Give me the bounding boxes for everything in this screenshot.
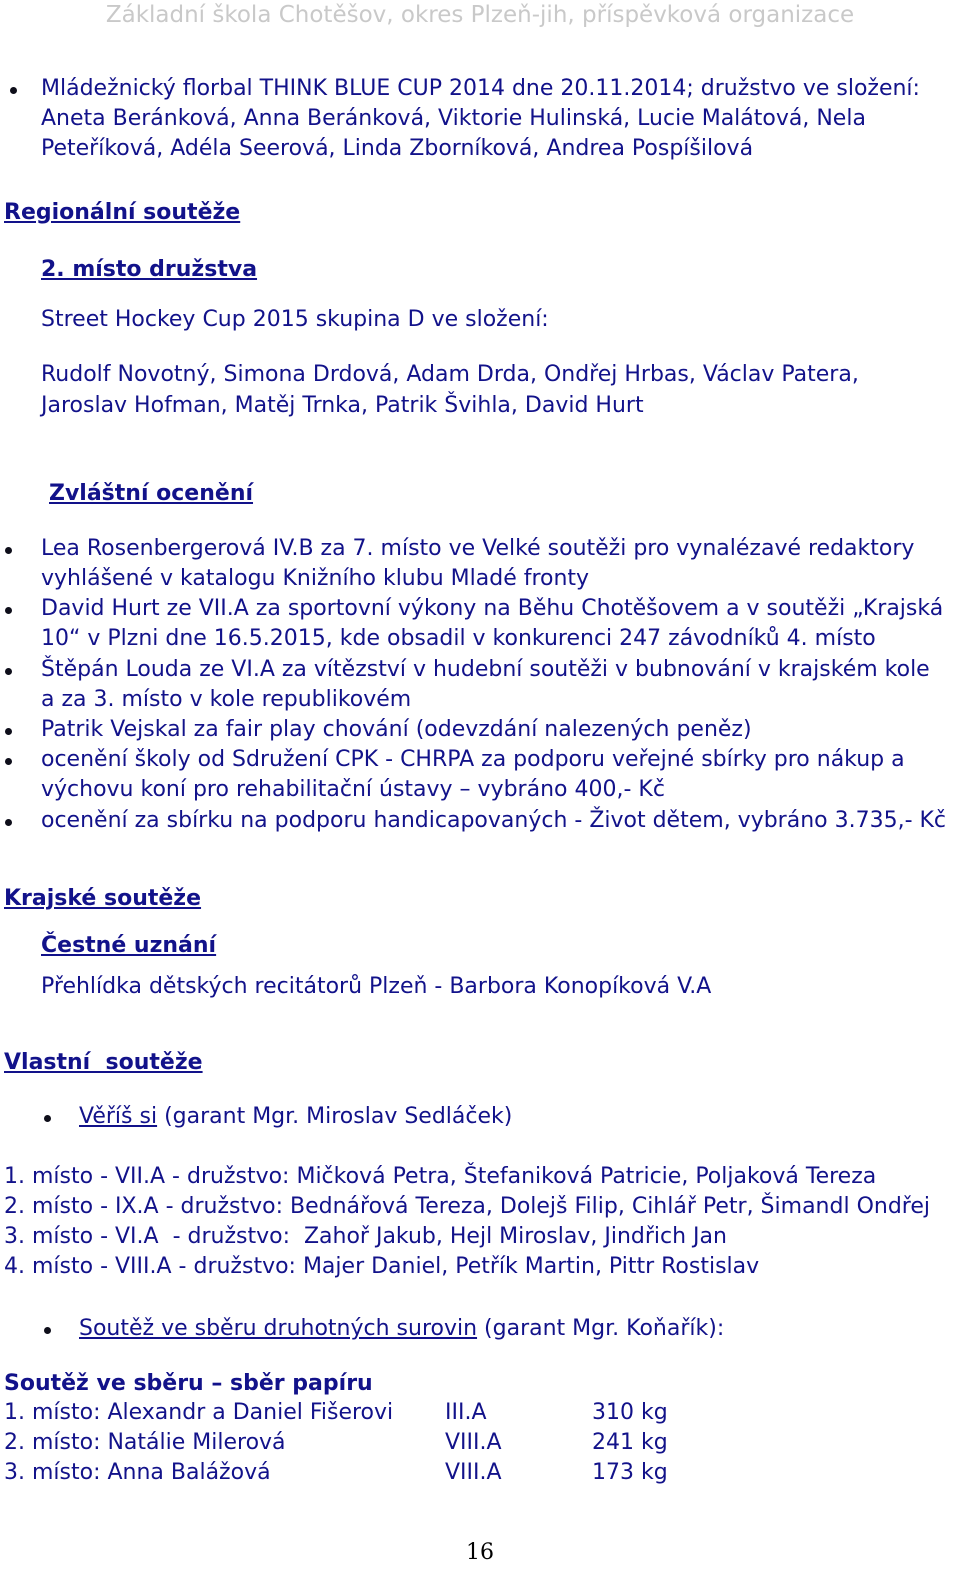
paper-row-2-class: VIII.A [445, 1430, 502, 1455]
paper-row-1-class: III.A [445, 1400, 487, 1425]
own-bullet-1 [79, 1102, 512, 1132]
bullet-icon [44, 1115, 51, 1122]
intro-line-1: Mládežnický florbal THINK BLUE CUP 2014 dne 20.11.2014; družstvo ve složení: [41, 76, 920, 101]
special-item-2-line-1: David Hurt ze VII.A za sportovní výkony na Běhu Chotěšovem a v soutěži „Krajská [41, 596, 944, 621]
paper-row-1-amount: 310 kg [592, 1400, 668, 1425]
competition-link-veris-si[interactable]: Věříš si [79, 1104, 158, 1129]
section-heading-county: Krajské soutěže [4, 886, 202, 911]
section-heading-own: Vlastní soutěže [4, 1050, 203, 1075]
special-item-3-line-1: Štěpán Louda ze VI.A za vítězství v hudební soutěži v bubnování v krajském kole [41, 657, 930, 682]
special-item-6-line-1: ocenění za sbírku na podporu handicapovaných - Život dětem, vybráno 3.735,- Kč [41, 808, 947, 833]
special-item-4-line-1: Patrik Vejskal za fair play chování (odevzdání nalezených peněz) [41, 717, 752, 742]
section-heading-regional: Regionální soutěže [4, 200, 241, 225]
competition-link-recycling[interactable]: Soutěž ve sběru druhotných surovin [79, 1316, 478, 1341]
regional-line-3: Jaroslav Hofman, Matěj Trnka, Patrik Švihla, David Hurt [41, 393, 644, 418]
special-item-5-line-2: výchovu koní pro rehabilitační ústavy – vybráno 400,- Kč [41, 777, 665, 802]
result-row-2: 2. místo - IX.A - družstvo: Bednářová Tereza, Dolejš Filip, Cihlář Petr, Šimandl Ondřej [4, 1194, 930, 1219]
special-item-1-line-1: Lea Rosenbergerová IV.B za 7. místo ve Velké soutěži pro vynalézavé redaktory [41, 536, 915, 561]
paper-row-2-place: 2. místo: Natálie Milerová [4, 1430, 286, 1455]
page-number: 16 [466, 1540, 494, 1565]
competition-guarantor-1: (garant Mgr. Miroslav Sedláček) [157, 1104, 513, 1129]
regional-line-1: Street Hockey Cup 2015 skupina D ve složení: [41, 307, 549, 332]
subheading-honorable-mention: Čestné uznání [41, 933, 217, 958]
bullet-icon [5, 728, 12, 735]
intro-line-2: Aneta Beránková, Anna Beránková, Viktorie Hulinská, Lucie Malátová, Nela [41, 106, 866, 131]
paper-heading: Soutěž ve sběru – sběr papíru [4, 1371, 373, 1396]
bullet-icon [44, 1327, 51, 1334]
subheading-second-place: 2. místo družstva [41, 257, 258, 282]
special-item-2-line-2: 10“ v Plzni dne 16.5.2015, kde obsadil v konkurenci 247 závodníků 4. místo [41, 626, 876, 651]
special-item-5-line-1: ocenění školy od Sdružení CPK - CHRPA za podporu veřejné sbírky pro nákup a [41, 747, 905, 772]
result-row-4: 4. místo - VIII.A - družstvo: Majer Daniel, Petřík Martin, Pittr Rostislav [4, 1254, 760, 1279]
paper-row-1-place: 1. místo: Alexandr a Daniel Fišerovi [4, 1400, 394, 1425]
result-row-3: 3. místo - VI.A - družstvo: Zahoř Jakub, Hejl Miroslav, Jindřich Jan [4, 1224, 727, 1249]
paper-row-3-amount: 173 kg [592, 1460, 668, 1485]
county-line: Přehlídka dětských recitátorů Plzeň - Barbora Konopíková V.A [41, 974, 712, 999]
intro-line-3: Peteříková, Adéla Seerová, Linda Zborníková, Andrea Pospíšilová [41, 136, 754, 161]
own-bullet-2 [79, 1314, 724, 1344]
bullet-icon [5, 547, 12, 554]
section-heading-special: Zvláštní ocenění [49, 481, 254, 506]
special-item-1-line-2: vyhlášené v katalogu Knižního klubu Mladé fronty [41, 566, 590, 591]
bullet-icon [5, 668, 12, 675]
bullet-icon [5, 607, 12, 614]
competition-guarantor-2: (garant Mgr. Koňařík): [477, 1316, 725, 1341]
special-item-3-line-2: a za 3. místo v kole republikovém [41, 687, 412, 712]
bullet-icon [10, 87, 17, 94]
result-row-1: 1. místo - VII.A - družstvo: Mičková Petra, Štefaniková Patricie, Poljaková Tereza [4, 1164, 877, 1189]
bullet-icon [5, 758, 12, 765]
paper-row-3-class: VIII.A [445, 1460, 502, 1485]
paper-row-3-place: 3. místo: Anna Balážová [4, 1460, 271, 1485]
bullet-icon [5, 819, 12, 826]
page-header: Základní škola Chotěšov, okres Plzeň-jih, příspěvková organizace [105, 2, 855, 28]
paper-row-2-amount: 241 kg [592, 1430, 668, 1455]
regional-line-2: Rudolf Novotný, Simona Drdová, Adam Drda, Ondřej Hrbas, Václav Patera, [41, 362, 859, 387]
